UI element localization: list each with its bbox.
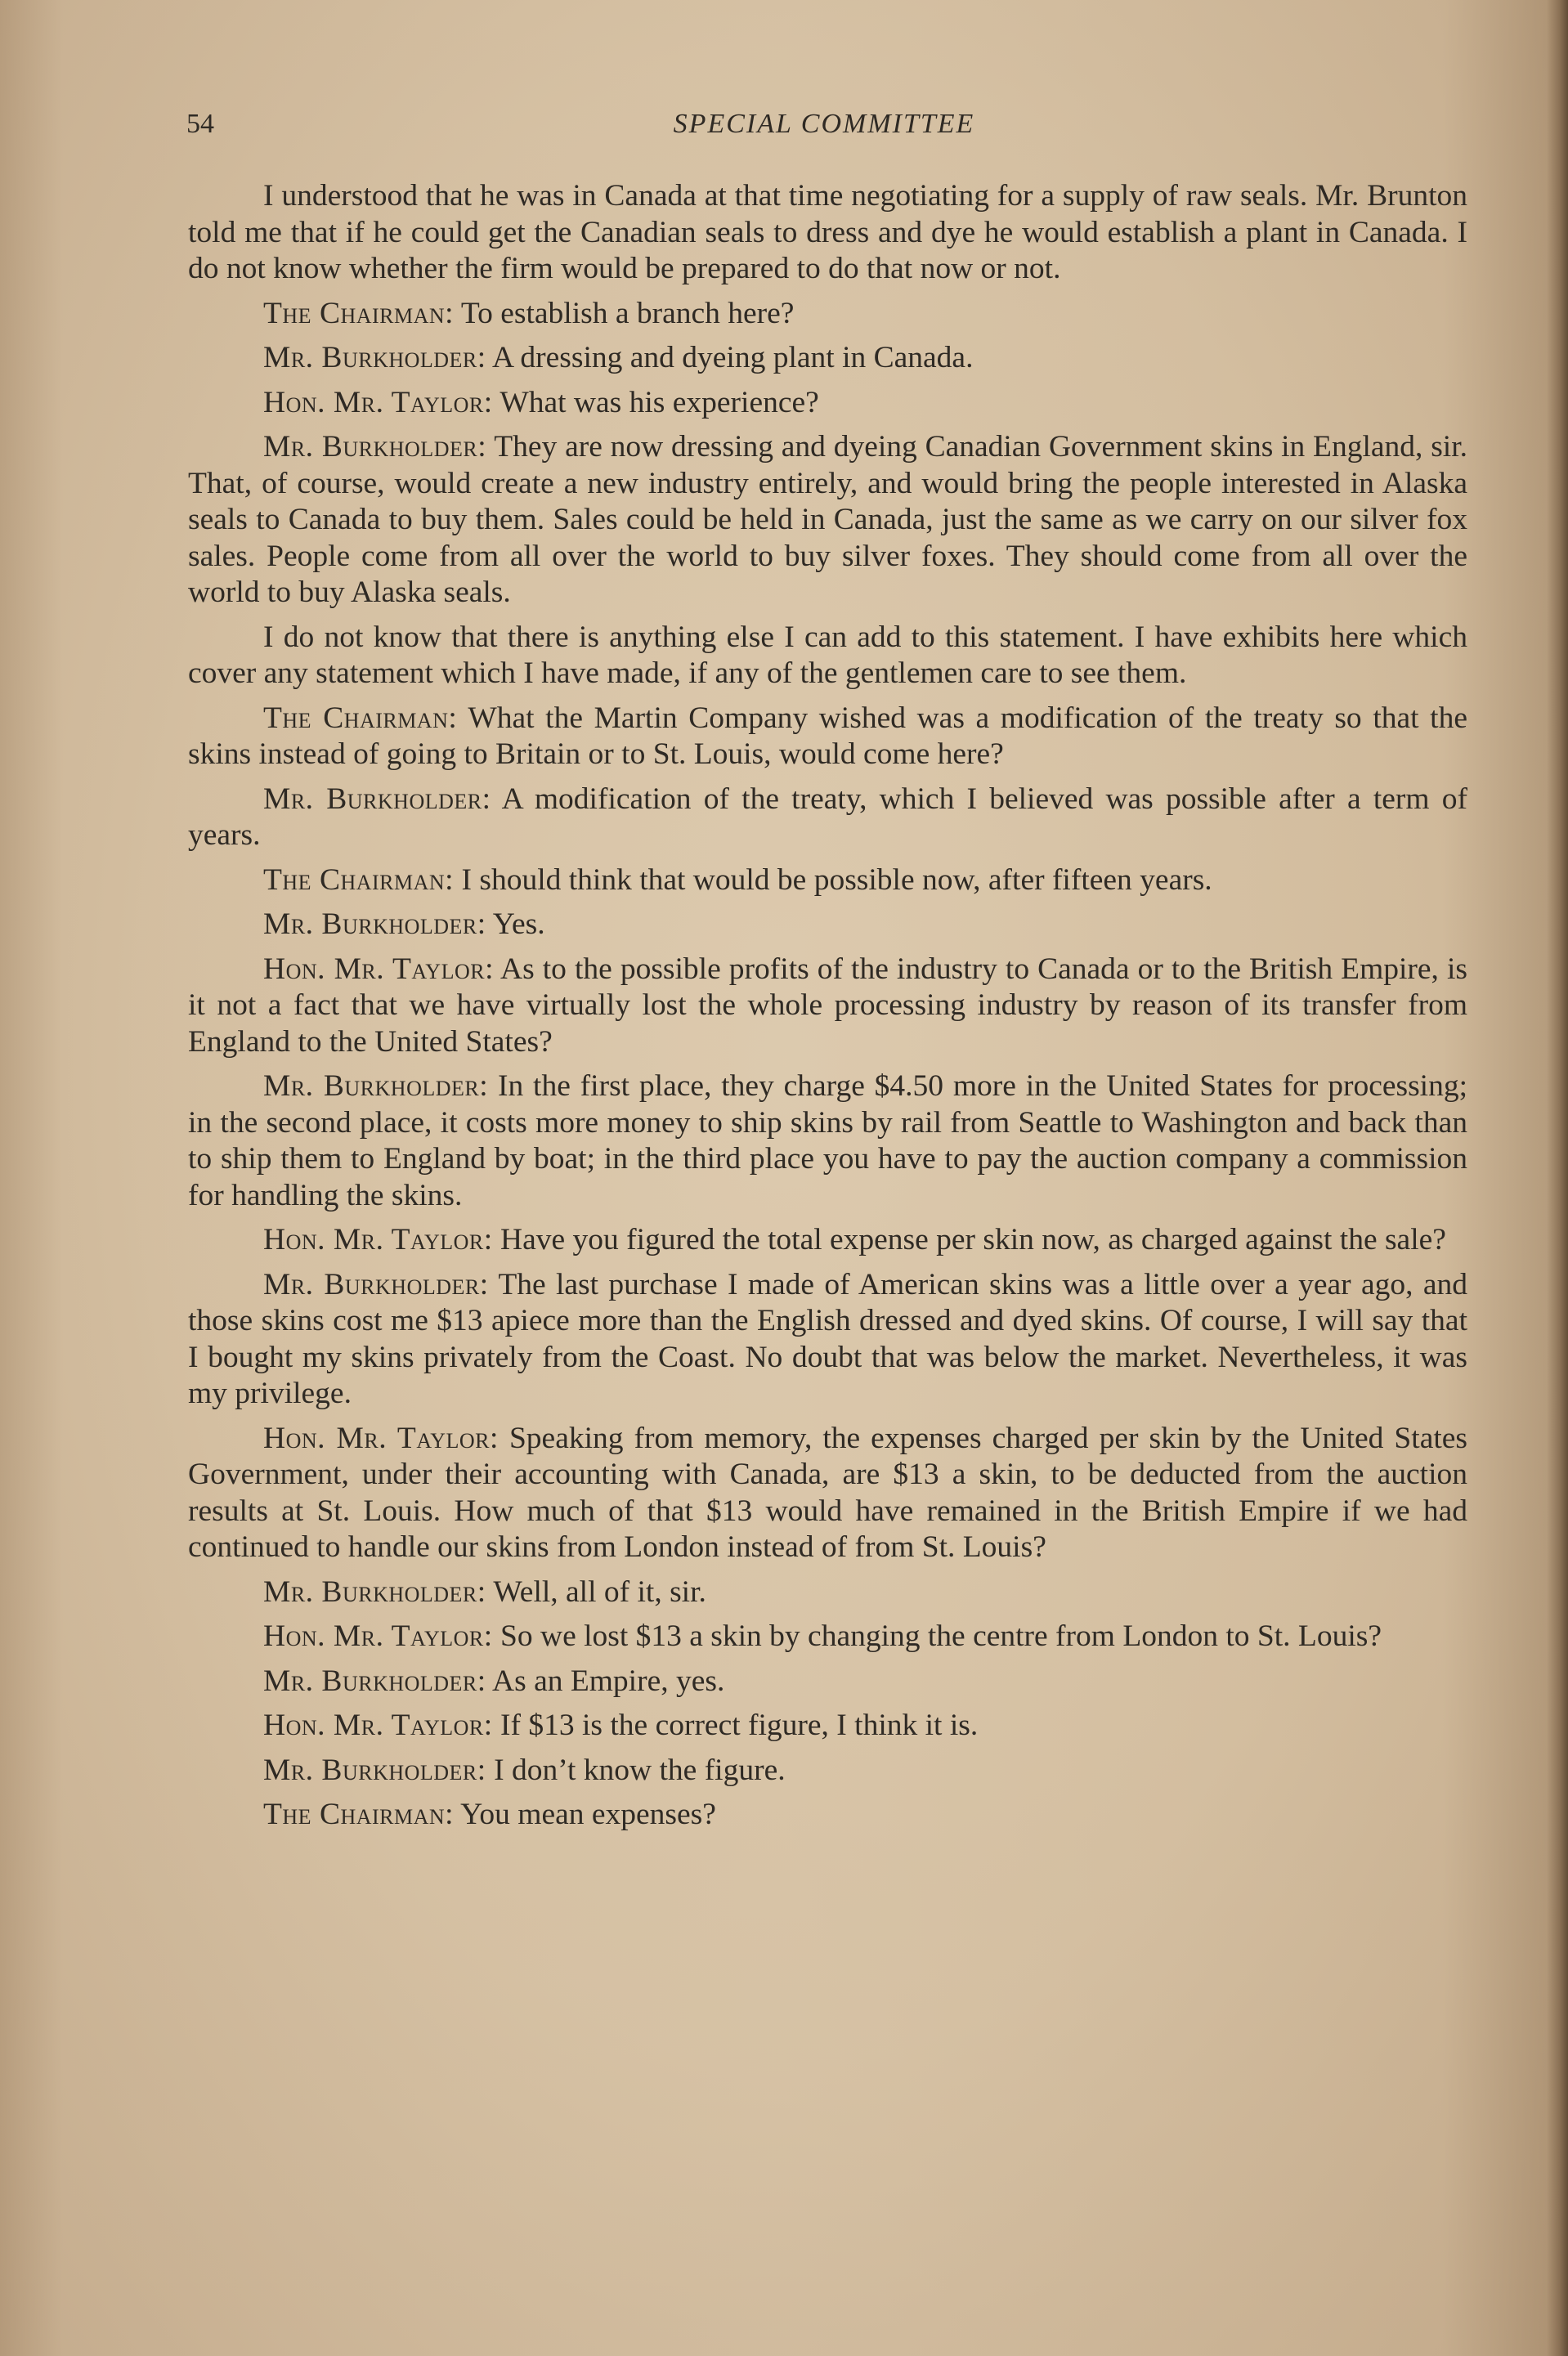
paragraph bbox=[188, 1797, 1467, 1834]
page-edge-shadow bbox=[1547, 0, 1568, 2356]
paragraph bbox=[188, 1574, 1467, 1611]
paragraph bbox=[188, 952, 1467, 1061]
paragraph-text: You mean expenses? bbox=[460, 1798, 716, 1831]
paragraph bbox=[188, 907, 1467, 943]
paragraph-text: Well, all of it, sir. bbox=[493, 1574, 706, 1609]
speaker-label: Mr. Burkholder: bbox=[263, 1664, 486, 1698]
paragraph-text: So we lost $13 a skin by changing the centre from London to St. Louis? bbox=[500, 1619, 1382, 1653]
speaker-label: Hon. Mr. Taylor: bbox=[263, 1709, 493, 1742]
speaker-label: Mr. Burkholder: bbox=[263, 1753, 486, 1787]
paragraph bbox=[188, 429, 1467, 611]
paragraph-text: Yes. bbox=[492, 907, 545, 941]
paragraph bbox=[188, 701, 1467, 773]
paragraph bbox=[188, 862, 1467, 899]
paragraph-text: In the first place, they charge $4.50 more in the United States for processing; in the second place, it costs more money to ship skins by rail from Seattle to Washington and back than to ship them to England by boat; in the third place you have to pay the auction company a commission for handling the skins. bbox=[188, 1069, 1468, 1212]
speaker-label: The Chairman: bbox=[263, 701, 458, 735]
speaker-label: Hon. Mr. Taylor: bbox=[263, 952, 494, 986]
speaker-label: Hon. Mr. Taylor: bbox=[263, 385, 493, 419]
paragraph-text: A dressing and dyeing plant in Canada. bbox=[492, 341, 974, 374]
speaker-label: Mr. Burkholder: bbox=[263, 1069, 489, 1103]
speaker-label: Mr. Burkholder: bbox=[263, 430, 487, 464]
paragraph-text: What was his experience? bbox=[500, 385, 819, 419]
paragraph-text: If $13 is the correct figure, I think it is. bbox=[500, 1709, 979, 1742]
speaker-label: Hon. Mr. Taylor: bbox=[263, 1619, 493, 1653]
paragraph bbox=[188, 620, 1467, 692]
paragraph bbox=[188, 340, 1467, 377]
paragraph-text: They are now dressing and dyeing Canadian Government skins in England, sir. That, of course, would create a new industry entirely, and would bring the people interested in Alaska seals to Canada to buy them. Sales could be held in Canada, just the same as we carry on our silver fox sales. People come from all over the world to buy silver foxes. They should come from all over the world to buy Alaska seals. bbox=[188, 430, 1467, 609]
paragraph bbox=[188, 178, 1467, 288]
paragraph-text: I don’t know the figure. bbox=[494, 1753, 786, 1787]
speaker-label: The Chairman: bbox=[263, 296, 455, 330]
paragraph-text: As to the possible profits of the industry to Canada or to the British Empire, is it not a fact that we have virtually lost the whole processing industry by reason of its transfer from England to the United States? bbox=[188, 952, 1467, 1059]
paragraph bbox=[188, 1267, 1467, 1413]
paragraph bbox=[188, 1619, 1467, 1655]
paragraph bbox=[188, 1708, 1467, 1745]
paragraph bbox=[188, 1222, 1467, 1259]
page-header bbox=[186, 109, 1462, 150]
speaker-label: Hon. Mr. Taylor: bbox=[263, 1421, 499, 1455]
speaker-label: Mr. Burkholder: bbox=[263, 782, 491, 816]
paragraph-text: I understood that he was in Canada at that time negotiating for a supply of raw seals. Mr. Brunton told me that if he could get the Canadian seals to dress and dye he would establish a plant in Canada. I do not know whether the firm would be prepared to do that now or not. bbox=[188, 179, 1467, 285]
paragraph-text: To establish a branch here? bbox=[460, 296, 795, 330]
speaker-label: Mr. Burkholder: bbox=[263, 1574, 486, 1609]
speaker-label: Mr. Burkholder: bbox=[263, 907, 486, 941]
paragraph-text: Have you figured the total expense per skin now, as charged against the sale? bbox=[500, 1223, 1446, 1256]
running-head: SPECIAL COMMITTEE bbox=[673, 109, 975, 139]
speaker-label: Hon. Mr. Taylor: bbox=[263, 1223, 493, 1256]
paragraph bbox=[188, 296, 1467, 333]
speaker-label: Mr. Burkholder: bbox=[263, 1267, 489, 1301]
speaker-label: Mr. Burkholder: bbox=[263, 341, 486, 374]
paragraph-text: I should think that would be possible now, after fifteen years. bbox=[461, 862, 1212, 897]
speaker-label: The Chairman: bbox=[263, 1798, 455, 1831]
speaker-label: The Chairman: bbox=[263, 862, 455, 897]
paragraph bbox=[188, 1421, 1467, 1566]
paragraph bbox=[188, 782, 1467, 854]
paragraph bbox=[188, 1664, 1467, 1700]
transcript-body bbox=[188, 178, 1467, 1842]
paragraph-text: Speaking from memory, the expenses charged per skin by the United States Government, under their accounting with Canada, are $13 a skin, to be deducted from the auction results at St. Louis. How much of that $13 would have remained in the British Empire if we had continued to handle our skins from London instead of from St. Louis? bbox=[188, 1421, 1467, 1564]
paragraph-text: I do not know that there is anything else I can add to this statement. I have exhibits here which cover any statement which I have made, if any of the gentlemen care to see them. bbox=[188, 620, 1467, 690]
paragraph bbox=[188, 385, 1467, 422]
paragraph-text: As an Empire, yes. bbox=[492, 1664, 725, 1698]
paragraph bbox=[188, 1068, 1467, 1214]
paragraph-text: The last purchase I made of American skins was a little over a year ago, and those skins cost me $13 apiece more than the English dressed and dyed skins. Of course, I will say that I bought my skins privately from the Coast. No doubt that was below the market. Nevertheless, it was my privilege. bbox=[188, 1267, 1468, 1410]
paragraph bbox=[188, 1753, 1467, 1789]
page-number: 54 bbox=[186, 109, 214, 139]
paragraph-text: A modification of the treaty, which I believed was possible after a term of years. bbox=[188, 782, 1467, 852]
paragraph-text: What the Martin Company wished was a modification of the treaty so that the skins instead of going to Britain or to St. Louis, would come here? bbox=[188, 701, 1467, 771]
